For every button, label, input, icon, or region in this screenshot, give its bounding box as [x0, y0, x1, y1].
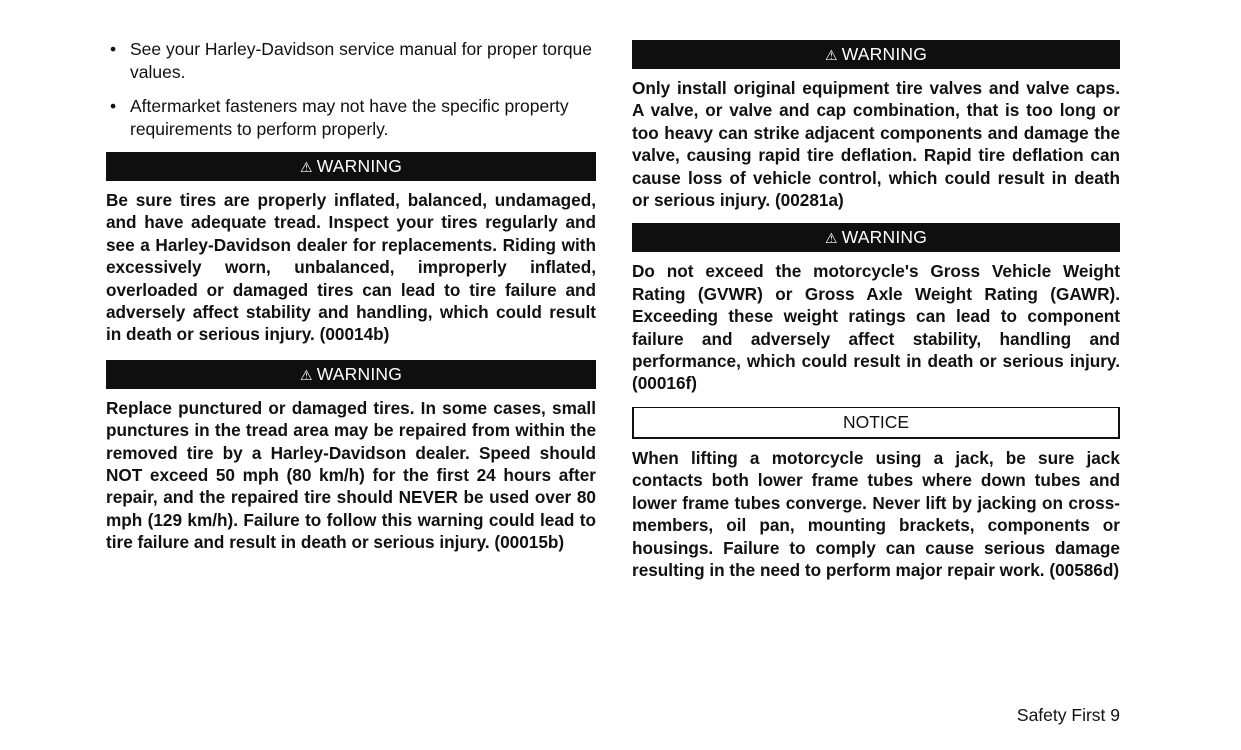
- notice-text: When lifting a motorcycle using a jack, be sure jack contacts both lower frame tubes where down tubes and lower frame tubes converge. Never lift by jacking on cross-members, oil pan, mounting brackets, components or housings. Failure to comply can cause serious damage resulting in the need to perform major repair work. (00586d): [632, 447, 1120, 580]
- warning-label: WARNING: [841, 44, 928, 64]
- warning-banner: [632, 40, 1120, 69]
- notice-banner: [632, 407, 1120, 439]
- warning-triangle-icon: ⚠: [299, 159, 313, 175]
- warning-triangle-icon: ⚠: [824, 230, 838, 247]
- warning-label: WARNING: [316, 363, 403, 384]
- list-item: [106, 95, 596, 141]
- warning-banner: [106, 360, 596, 389]
- notice-label: NOTICE: [842, 411, 910, 432]
- warning-label: WARNING: [841, 227, 928, 248]
- warning-banner: [106, 152, 596, 181]
- warning-label: WARNING: [316, 156, 403, 176]
- bullet-icon: •: [110, 96, 117, 116]
- bullet-list: [106, 38, 596, 141]
- warning-triangle-icon: ⚠: [299, 366, 313, 383]
- bullet-text: Aftermarket fasteners may not have the specific property requirements to perform properly.: [130, 96, 569, 139]
- bullet-text: See your Harley-Davidson service manual for proper torque values.: [130, 39, 593, 82]
- warning-text: Do not exceed the motorcycle's Gross Vehicle Weight Rating (GVWR) or Gross Axle Weight Rating (GAWR). Exceeding these weight ratings can lead to component failure and adversely affect stability, handling and performance, which could result in death or serious injury. (00016f): [632, 261, 1120, 394]
- right-column: [632, 40, 1120, 581]
- warning-text: Replace punctured or damaged tires. In some cases, small punctures in the tread area may be repaired from within the removed tire by a Harley-Davidson dealer. Speed should NOT exceed 50 mph (80 km/h) for the first 24 hours after repair, and the repaired tire should NEVER be used over 80 mph (129 km/h). Failure to follow this warning could lead to tire failure and result in death or serious injury. (00015b): [106, 397, 596, 553]
- list-item: [106, 38, 596, 84]
- warning-triangle-icon: ⚠: [824, 47, 838, 63]
- warning-text: Only install original equipment tire valves and valve caps. A valve, or valve and cap combination, that is too long or too heavy can strike adjacent components and damage the valve, causing rapid tire deflation. Rapid tire deflation can cause loss of vehicle control, which could result in death or serious injury. (00281a): [632, 78, 1120, 211]
- left-column: [106, 38, 596, 554]
- page-number: Safety First 9: [1016, 705, 1120, 725]
- warning-banner: [632, 223, 1120, 252]
- warning-text: Be sure tires are properly inflated, balanced, undamaged, and have adequate tread. Inspect your tires regularly and see a Harley-Davidson dealer for replacements. Riding with excessively worn, unbalanced, improperly inflated, overloaded or damaged tires can lead to tire failure and adversely affect stability and handling, which could result in death or serious injury. (00014b): [106, 190, 596, 345]
- bullet-icon: •: [110, 39, 117, 59]
